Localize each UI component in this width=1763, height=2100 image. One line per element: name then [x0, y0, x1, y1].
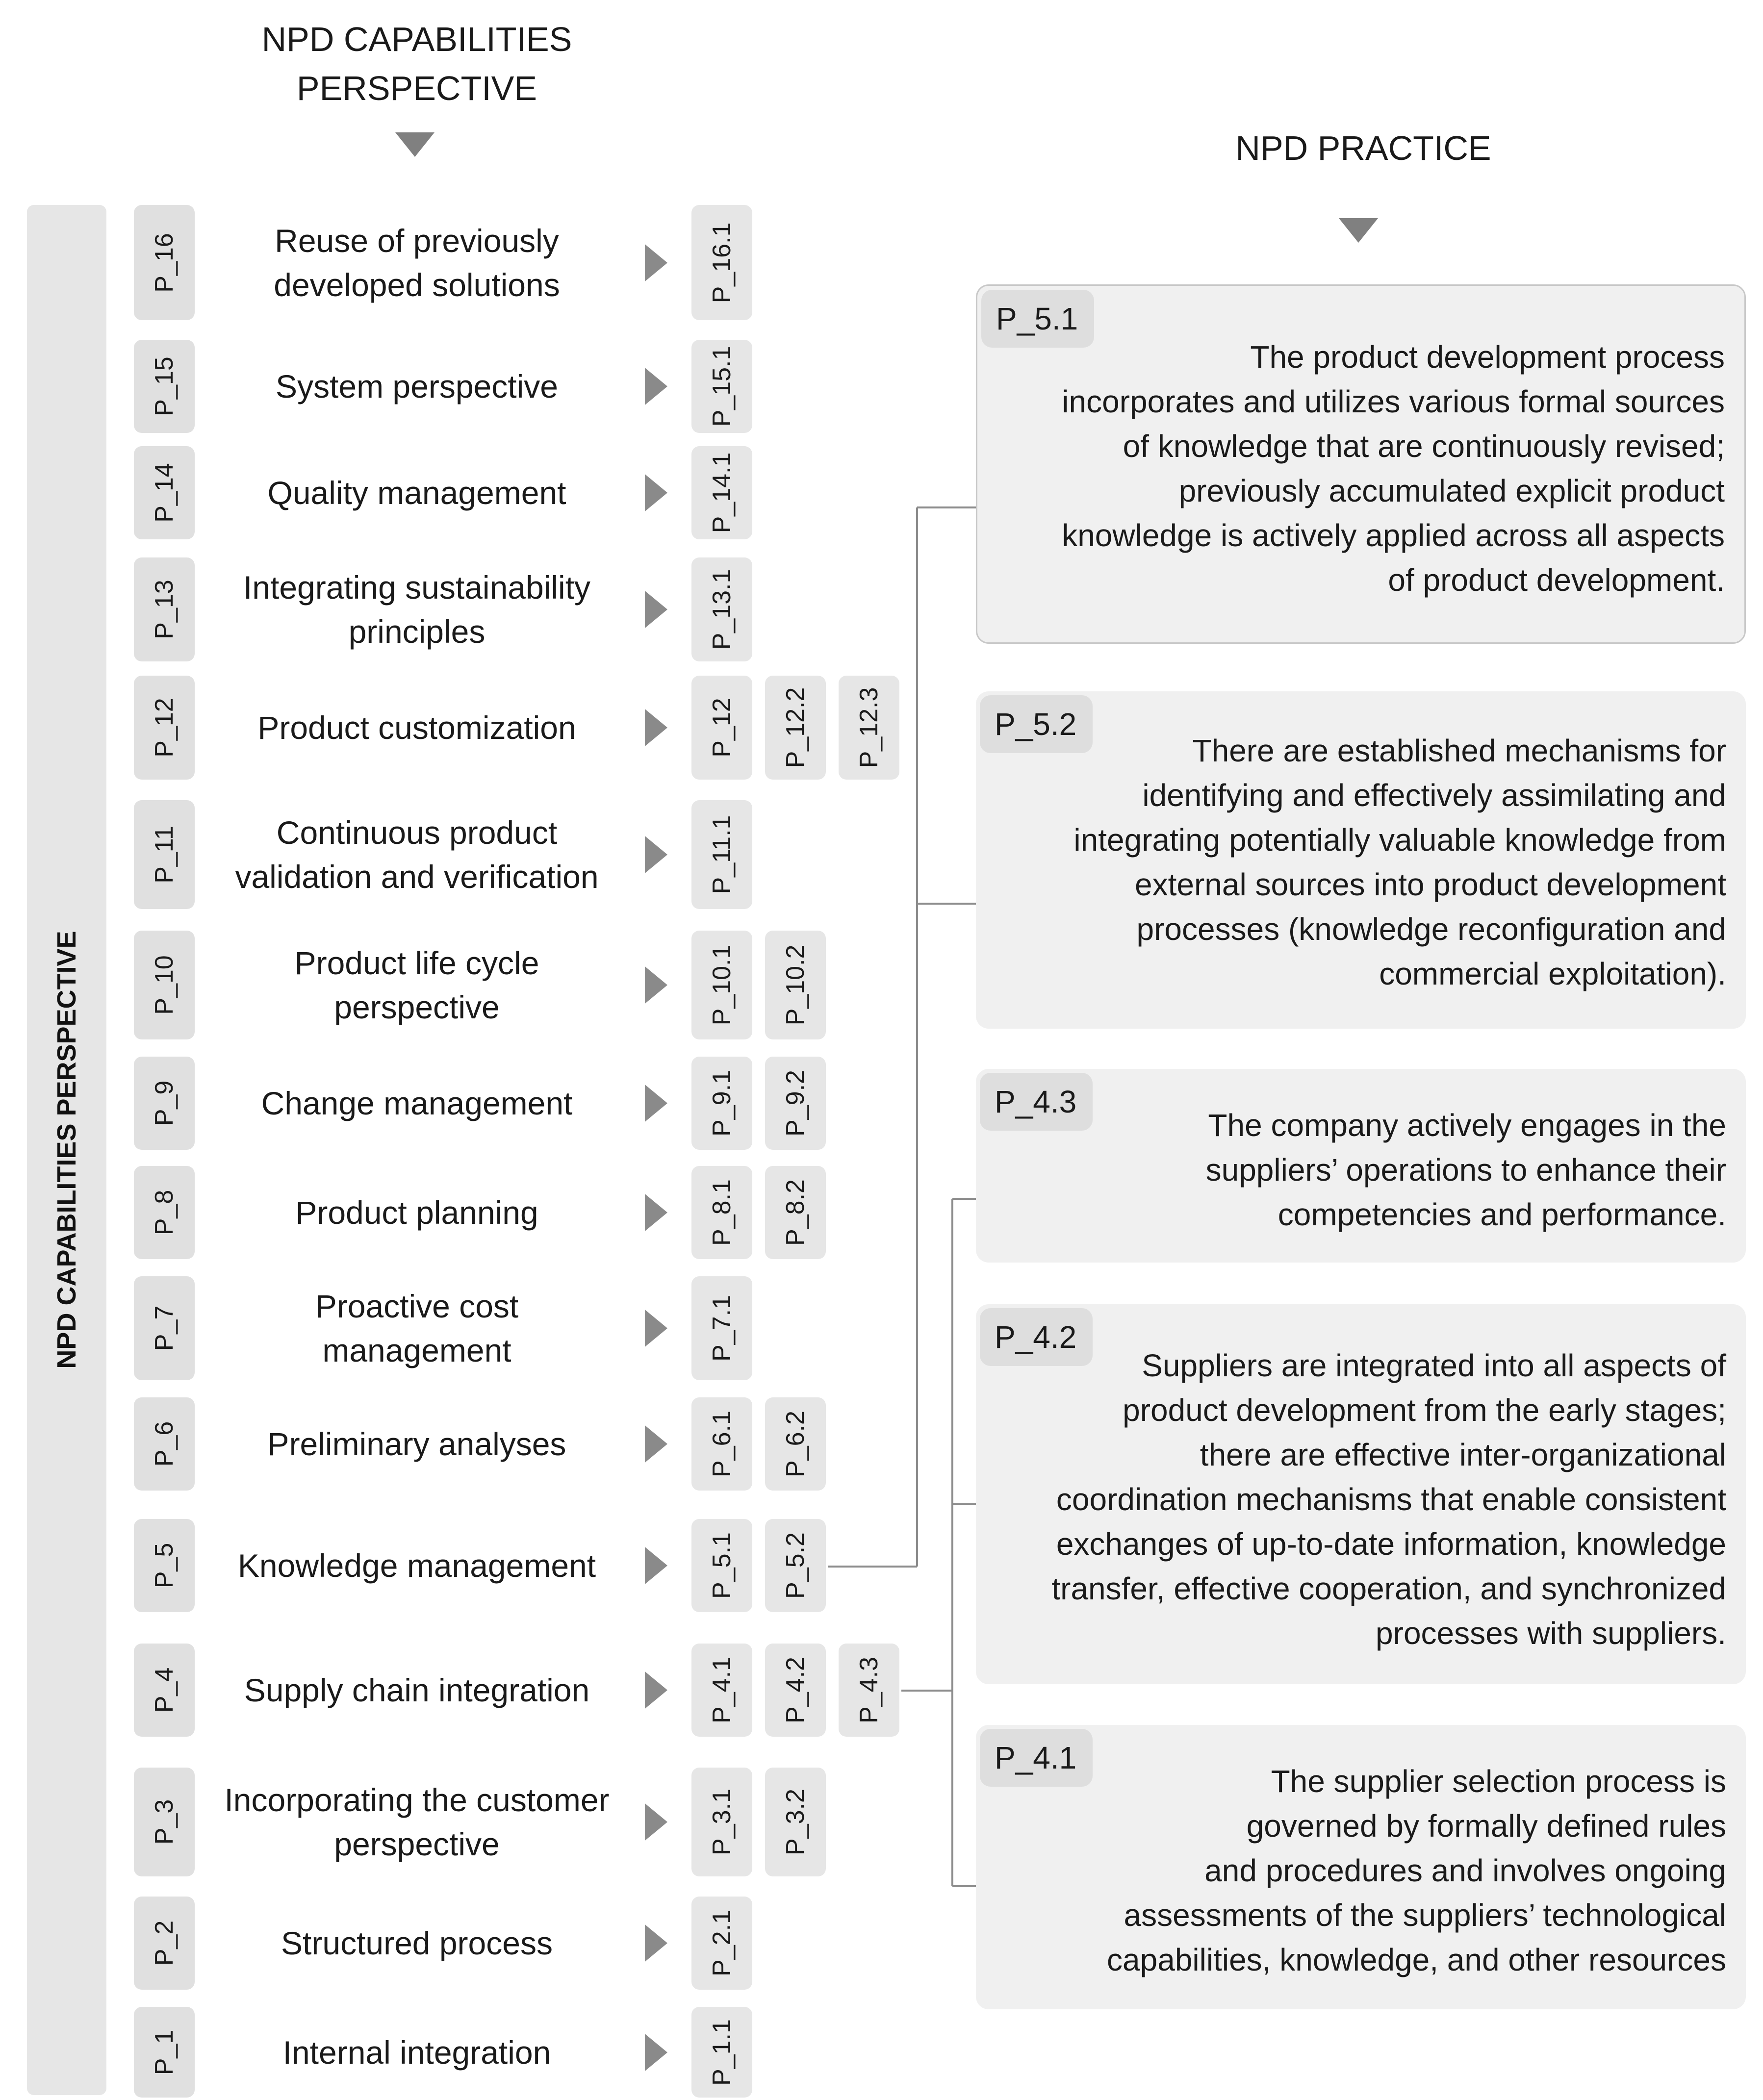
capability-name-text: Incorporating the customer perspective	[224, 1782, 610, 1862]
capability-name-text: Internal integration	[282, 2034, 551, 2071]
capability-id: P_8	[150, 1189, 179, 1236]
practice-chip-label: P_10.1	[708, 944, 736, 1026]
practice-chip-label: P_12.3	[855, 687, 883, 768]
capability-name-text: Knowledge management	[237, 1547, 596, 1584]
practice-chip-label: P_3.1	[708, 1789, 736, 1855]
capability-name-text: Supply chain integration	[244, 1672, 590, 1708]
practice-chip-label: P_6.1	[708, 1411, 736, 1477]
practice-chip-label: P_6.2	[781, 1411, 810, 1477]
practice-chip-label: P_13.1	[708, 569, 736, 650]
capability-name-text: Product planning	[295, 1194, 538, 1231]
practice-card-id: P_5.1	[981, 290, 1094, 348]
practice-card-id: P_4.3	[980, 1073, 1093, 1131]
practice-card-id: P_5.2	[980, 695, 1093, 753]
practice-card-text: Suppliers are integrated into all aspects of product development from the early stages; there are effective inter-organizational coordination mechanisms that enable consistent exchanges of up-to-date information, knowledge transfer, effective cooperation, and synchronized processes with suppliers.	[1051, 1348, 1726, 1651]
practice-chip-label: P_5.2	[781, 1532, 810, 1599]
capability-name-text: Proactive cost management	[315, 1288, 519, 1368]
practice-chip-label: P_9.2	[781, 1070, 810, 1137]
capability-name-text: Structured process	[281, 1925, 553, 1961]
capability-id: P_15	[150, 356, 179, 416]
practice-chip-label: P_14.1	[708, 452, 736, 533]
practice-chip-label: P_9.1	[708, 1070, 736, 1137]
practice-chip-label: P_7.1	[708, 1295, 736, 1362]
capability-id: P_11	[150, 826, 179, 884]
capability-name-text: Integrating sustainability principles	[243, 569, 591, 650]
practice-chip-label: P_2.1	[708, 1910, 736, 1976]
practice-chip-label: P_4.2	[781, 1657, 810, 1723]
capability-name-text: Reuse of previously developed solutions	[274, 222, 560, 303]
practice-chip-label: P_10.2	[781, 944, 810, 1026]
sidebar-label: NPD CAPABILITIES PERSPECTIVE	[52, 931, 81, 1369]
capability-id: P_7	[150, 1305, 179, 1351]
capability-id: P_2	[150, 1920, 179, 1966]
practice-card-text: The company actively engages in the suppliers’ operations to enhance their competencies and performance.	[1205, 1108, 1726, 1232]
capability-name-text: Continuous product validation and verification	[235, 814, 599, 895]
practice-chip-label: P_4.1	[708, 1657, 736, 1723]
practice-card-text: The product development process incorporates and utilizes various formal sources of knowledge that are continuously revised; previously accumulated explicit product knowledge is actively applied across all aspects of product development.	[1062, 339, 1725, 598]
practice-chip-label: P_8.2	[781, 1179, 810, 1246]
practice-card-id: P_4.1	[980, 1729, 1093, 1787]
practice-chip-label: P_1.1	[708, 2019, 736, 2086]
capabilities-header: NPD CAPABILITIES PERSPECTIVE	[261, 20, 572, 107]
capability-id: P_5	[150, 1543, 179, 1589]
capability-id: P_9	[150, 1080, 179, 1126]
practice-chip-label: P_11.1	[708, 815, 736, 894]
practice-card-id: P_4.2	[980, 1308, 1093, 1366]
capability-id: P_1	[150, 2029, 179, 2075]
capability-id: P_3	[150, 1799, 179, 1845]
capability-id: P_16	[150, 232, 179, 293]
capability-id: P_4	[150, 1667, 179, 1713]
practice-card-text: The supplier selection process is governed by formally defined rules and procedures and involves ongoing assessments of the suppliers’ technological capabilities, knowledge, and other resources	[1107, 1764, 1726, 1977]
capability-name-text: System perspective	[276, 368, 558, 405]
practice-chip-label: P_3.2	[781, 1789, 810, 1855]
practice-chip-label: P_12.2	[781, 687, 810, 768]
capability-id: P_13	[150, 580, 179, 639]
capability-id: P_12	[150, 698, 179, 758]
practice-chip-label: P_4.3	[855, 1657, 883, 1723]
practice-card-text: There are established mechanisms for identifying and effectively assimilating and integrating potentially valuable knowledge from external sources into product development processes (knowledge reconfiguration and commercial exploitation).	[1073, 733, 1726, 991]
capability-id: P_10	[150, 955, 179, 1015]
capability-name-text: Product life cycle perspective	[294, 945, 539, 1025]
practice-chip-label: P_12	[708, 698, 736, 758]
capability-name-text: Preliminary analyses	[267, 1426, 566, 1462]
practice-chip-label: P_15.1	[708, 346, 736, 427]
capability-name-text: Quality management	[267, 475, 566, 511]
capability-name-text: Product customization	[257, 709, 576, 746]
practice-chip-label: P_5.1	[708, 1532, 736, 1599]
practice-chip-label: P_8.1	[708, 1179, 736, 1246]
practice-header: NPD PRACTICE	[1235, 129, 1491, 167]
practice-chip-label: P_16.1	[708, 222, 736, 303]
capability-id: P_6	[150, 1421, 179, 1467]
capability-id: P_14	[150, 463, 179, 523]
capability-name-text: Change management	[261, 1085, 573, 1121]
